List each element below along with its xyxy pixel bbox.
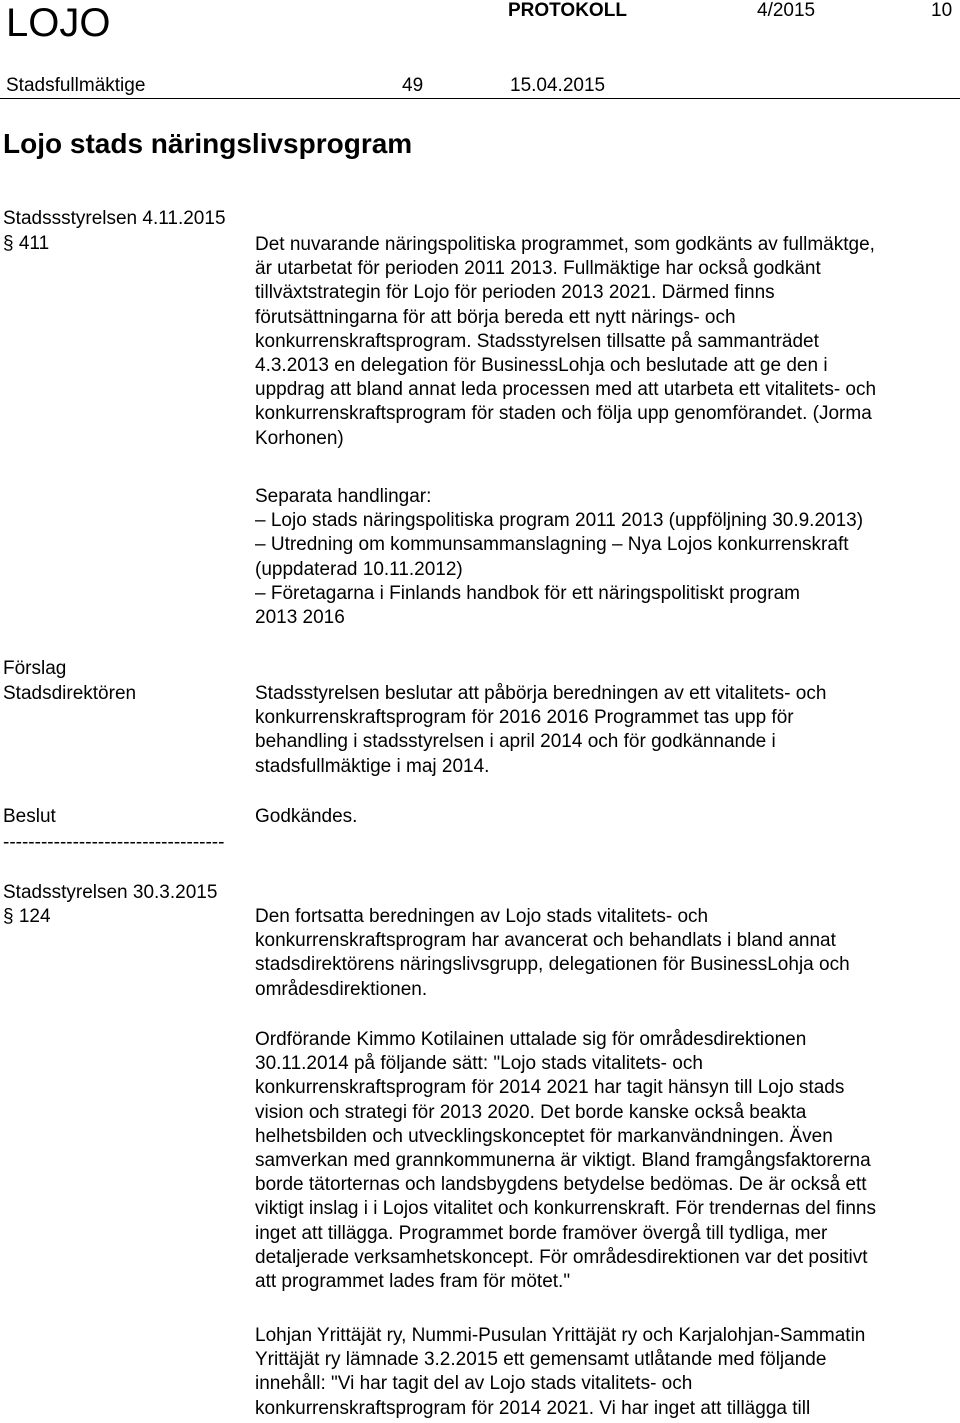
meeting-label-1: Stadssstyrelsen 4.11.2015 <box>3 208 226 229</box>
section2-para3 <box>255 1324 955 1421</box>
document-type: PROTOKOLL <box>508 0 627 21</box>
body-line: inget att tillägga. Programmet borde framöver övergå till tydliga, mer <box>255 1222 828 1244</box>
body-line: konkurrenskraftsprogram för 2014 2021. Vi har inget att tillägga till <box>255 1397 811 1419</box>
body-name: Stadsfullmäktige <box>6 75 146 96</box>
attachment-item: – Utredning om kommunsammanslagning – Nya Lojos konkurrenskraft <box>255 534 849 556</box>
section2-para1 <box>255 905 955 1002</box>
body-line: stadsdirektörens näringslivsgrupp, delegationen för BusinessLohja och <box>255 954 850 976</box>
decision-text: Godkändes. <box>255 806 358 827</box>
paragraph-ref-2: § 124 <box>3 906 51 927</box>
meeting-label-2: Stadsstyrelsen 30.3.2015 <box>3 882 218 903</box>
body-line: helhetsbilden och utvecklingskonceptet för markanvändningen. Även <box>255 1125 833 1147</box>
body-line: Lohjan Yrittäjät ry, Nummi-Pusulan Yrittäjät ry och Karjalohjan-Sammatin <box>255 1325 866 1346</box>
header-divider <box>0 98 960 99</box>
body-line: Den fortsatta beredningen av Lojo stads vitalitets- och <box>255 906 709 927</box>
page-number: 10 <box>931 0 953 21</box>
body-line: vision och strategi för 2013 2020. Det borde kanske också beakta <box>255 1101 807 1123</box>
attachment-item: – Företagarna i Finlands handbok för ett näringspolitiskt program <box>255 582 800 604</box>
logo-text: LOJO <box>6 1 111 45</box>
body-line: viktigt inslag i i Lojos vitalitet och konkurrenskraft. För trendernas del finns <box>255 1198 876 1220</box>
meeting-date: 15.04.2015 <box>510 75 606 96</box>
body-line: Korhonen) <box>255 427 344 449</box>
body-line: detaljerade verksamhetskoncept. För områdesdirektionen var det positivt <box>255 1246 868 1268</box>
body-line: 4.3.2013 en delegation för BusinessLohja och beslutade att ge den i <box>255 355 828 377</box>
attachment-item: 2013 2016 <box>255 607 345 629</box>
body-line: Det nuvarande näringspolitiska programmet, som godkänts av fullmäktge, <box>255 234 875 255</box>
body-line: att programmet lades fram för mötet." <box>255 1271 571 1293</box>
proposal-line: behandling i stadsstyrelsen i april 2014 och för godkännande i <box>255 731 776 753</box>
proposal-label: Förslag <box>3 658 67 679</box>
section1-body <box>255 233 955 451</box>
proposal-line: stadsfullmäktige i maj 2014. <box>255 755 490 777</box>
body-line: områdesdirektionen. <box>255 978 428 1000</box>
proposal-text <box>255 682 955 779</box>
attachments-heading: Separata handlingar: <box>255 486 432 507</box>
body-line: konkurrenskraftsprogram för staden och följa upp genomförandet. (Jorma <box>255 403 872 425</box>
body-line: konkurrenskraftsprogram för 2014 2021 har tagit hänsyn till Lojo stads <box>255 1077 845 1099</box>
body-line: uppdrag att bland annat leda processen med att utarbeta ett vitalitets- och <box>255 379 877 401</box>
body-line: konkurrenskraftsprogram. Stadsstyrelsen tillsatte på sammanträdet <box>255 330 819 352</box>
attachments <box>255 485 955 630</box>
body-line: samverkan med grannkommunerna är viktigt. Bland framgångsfaktorerna <box>255 1150 871 1172</box>
body-line: 30.11.2014 på följande sätt: "Lojo stads vitalitets- och <box>255 1053 703 1075</box>
body-line: tillväxtstrategin för Lojo för perioden 2013 2021. Därmed finns <box>255 282 775 304</box>
body-line: konkurrenskraftsprogram har avancerat och behandlats i bland annat <box>255 930 836 952</box>
meeting-number: 49 <box>402 75 424 96</box>
paragraph-ref-1: § 411 <box>3 233 50 254</box>
page-title: Lojo stads näringslivsprogram <box>3 128 413 159</box>
attachment-item: (uppdaterad 10.11.2012) <box>255 558 463 580</box>
body-line: Ordförande Kimmo Kotilainen uttalade sig för områdesdirektionen <box>255 1029 807 1050</box>
section2-para2 <box>255 1028 955 1294</box>
proposal-line: Stadsstyrelsen beslutar att påbörja beredningen av ett vitalitets- och <box>255 683 827 704</box>
section-separator: ----------------------------------- <box>3 832 225 853</box>
body-line: är utarbetat för perioden 2011 2013. Fullmäktige har också godkänt <box>255 258 821 280</box>
body-line: förutsättningarna för att börja bereda ett nytt närings- och <box>255 306 736 328</box>
body-line: innehåll: "Vi har tagit del av Lojo stads vitalitets- och <box>255 1373 693 1395</box>
proposer-label: Stadsdirektören <box>3 683 137 704</box>
attachment-item: – Lojo stads näringspolitiska program 2011 2013 (uppföljning 30.9.2013) <box>255 510 864 532</box>
proposal-line: konkurrenskraftsprogram för 2016 2016 Programmet tas upp för <box>255 707 794 729</box>
body-line: Yrittäjät ry lämnade 3.2.2015 ett gemensamt utlåtande med följande <box>255 1349 827 1371</box>
decision-label: Beslut <box>3 806 56 827</box>
issue-number: 4/2015 <box>757 0 816 21</box>
body-line: borde tätorternas och landsbygdens betydelse bedömas. De är också ett <box>255 1174 867 1196</box>
